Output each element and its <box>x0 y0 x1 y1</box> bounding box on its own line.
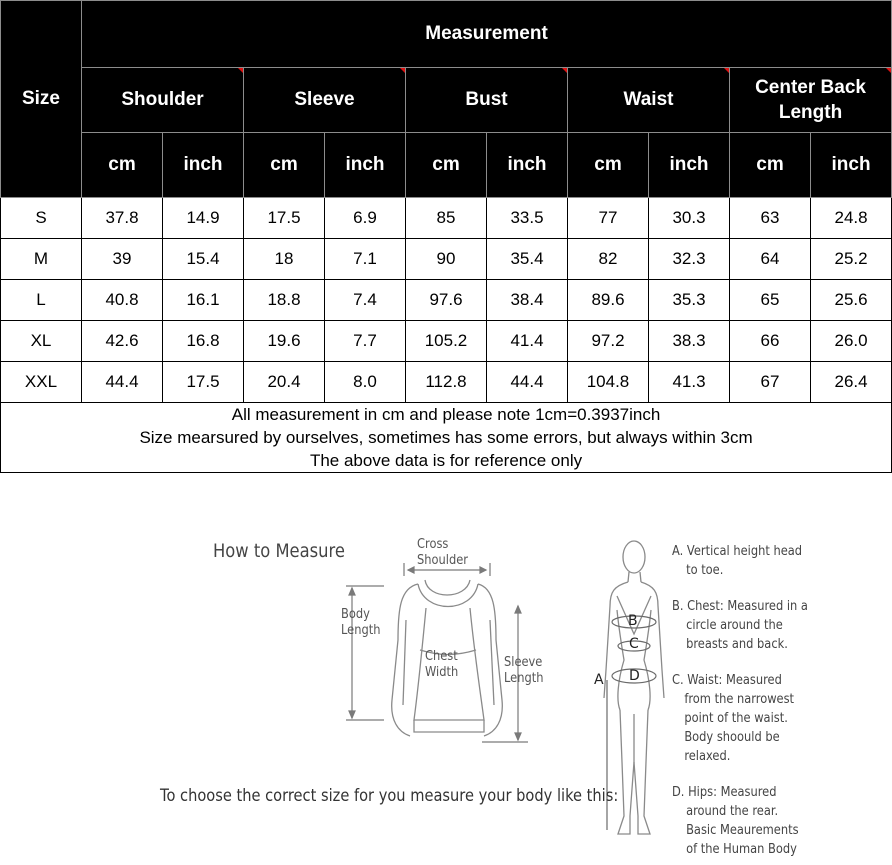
value-cell: 41.3 <box>649 362 730 403</box>
value-cell: 64 <box>730 239 811 280</box>
value-cell: 97.2 <box>568 321 649 362</box>
size-cell: L <box>1 280 82 321</box>
value-cell: 112.8 <box>406 362 487 403</box>
legend-c: C. Waist: Measured from the narrowest point of the waist. Body shoould be relaxed. <box>672 673 795 764</box>
sleeve-length-label: Sleeve Length <box>504 655 544 686</box>
value-cell: 35.4 <box>487 239 568 280</box>
table-row <box>1 280 892 321</box>
value-cell: 19.6 <box>244 321 325 362</box>
value-cell: 25.6 <box>811 280 892 321</box>
value-cell: 90 <box>406 239 487 280</box>
value-cell: 15.4 <box>163 239 244 280</box>
legend-d: D. Hips: Measured around the rear. Basic Meaurements of the Human Body <box>672 785 799 857</box>
value-cell: 63 <box>730 198 811 239</box>
table-row <box>1 362 892 403</box>
body-length-label: Body Length <box>341 607 381 638</box>
legend-a: A. Vertical height head to toe. <box>672 544 803 578</box>
marker-c: C <box>629 636 639 652</box>
value-cell: 16.8 <box>163 321 244 362</box>
value-cell: 17.5 <box>163 362 244 403</box>
value-cell: 6.9 <box>325 198 406 239</box>
size-cell: S <box>1 198 82 239</box>
table-row <box>1 321 892 362</box>
shoulder-header: Shoulder <box>82 68 244 133</box>
marker-a: A <box>594 672 604 688</box>
value-cell: 44.4 <box>487 362 568 403</box>
choose-size-instruction: To choose the correct size for you measure your body like this: <box>160 786 619 806</box>
marker-d: D <box>629 668 640 684</box>
value-cell: 35.3 <box>649 280 730 321</box>
unit-inch: inch <box>163 133 244 198</box>
value-cell: 33.5 <box>487 198 568 239</box>
value-cell: 89.6 <box>568 280 649 321</box>
unit-cm: cm <box>406 133 487 198</box>
chest-width-label: Chest Width <box>425 649 459 680</box>
sleeve-header: Sleeve <box>244 68 406 133</box>
value-cell: 20.4 <box>244 362 325 403</box>
unit-cm: cm <box>568 133 649 198</box>
value-cell: 40.8 <box>82 280 163 321</box>
how-to-measure-title: How to Measure <box>213 540 345 562</box>
table-row <box>1 198 892 239</box>
value-cell: 7.1 <box>325 239 406 280</box>
legend-b: B. Chest: Measured in a circle around the breasts and back. <box>672 599 808 652</box>
header-row-measurement <box>1 1 892 68</box>
value-cell: 41.4 <box>487 321 568 362</box>
size-cell: XL <box>1 321 82 362</box>
unit-inch: inch <box>325 133 406 198</box>
note-line: All measurement in cm and please note 1cm=0.3937inch <box>231 405 661 424</box>
size-cell: XXL <box>1 362 82 403</box>
value-cell: 65 <box>730 280 811 321</box>
marker-b: B <box>628 613 638 629</box>
note-line: Size mearsured by ourselves, sometimes has some errors, but always within 3cm <box>139 428 753 447</box>
value-cell: 66 <box>730 321 811 362</box>
value-cell: 77 <box>568 198 649 239</box>
header-row-groups <box>1 68 892 133</box>
unit-cm: cm <box>244 133 325 198</box>
size-header: Size <box>1 1 82 198</box>
value-cell: 25.2 <box>811 239 892 280</box>
value-cell: 32.3 <box>649 239 730 280</box>
notes-cell <box>1 403 892 473</box>
value-cell: 8.0 <box>325 362 406 403</box>
notes-row <box>1 403 892 473</box>
unit-inch: inch <box>649 133 730 198</box>
value-cell: 7.7 <box>325 321 406 362</box>
value-cell: 42.6 <box>82 321 163 362</box>
value-cell: 18.8 <box>244 280 325 321</box>
value-cell: 26.0 <box>811 321 892 362</box>
table-row <box>1 239 892 280</box>
unit-inch: inch <box>487 133 568 198</box>
value-cell: 97.6 <box>406 280 487 321</box>
cross-shoulder-label: Cross Shoulder <box>417 537 468 568</box>
value-cell: 14.9 <box>163 198 244 239</box>
value-cell: 39 <box>82 239 163 280</box>
value-cell: 30.3 <box>649 198 730 239</box>
value-cell: 37.8 <box>82 198 163 239</box>
size-cell: M <box>1 239 82 280</box>
value-cell: 7.4 <box>325 280 406 321</box>
value-cell: 104.8 <box>568 362 649 403</box>
waist-header: Waist <box>568 68 730 133</box>
value-cell: 38.3 <box>649 321 730 362</box>
value-cell: 67 <box>730 362 811 403</box>
unit-cm: cm <box>82 133 163 198</box>
value-cell: 44.4 <box>82 362 163 403</box>
value-cell: 16.1 <box>163 280 244 321</box>
header-row-units <box>1 133 892 198</box>
bust-header: Bust <box>406 68 568 133</box>
value-cell: 24.8 <box>811 198 892 239</box>
value-cell: 18 <box>244 239 325 280</box>
unit-cm: cm <box>730 133 811 198</box>
value-cell: 38.4 <box>487 280 568 321</box>
unit-inch: inch <box>811 133 892 198</box>
note-line: The above data is for reference only <box>309 451 583 470</box>
value-cell: 85 <box>406 198 487 239</box>
measurement-header: Measurement <box>82 1 892 68</box>
value-cell: 82 <box>568 239 649 280</box>
value-cell: 26.4 <box>811 362 892 403</box>
value-cell: 105.2 <box>406 321 487 362</box>
center-back-length-header: Center Back Length <box>730 68 892 133</box>
value-cell: 17.5 <box>244 198 325 239</box>
